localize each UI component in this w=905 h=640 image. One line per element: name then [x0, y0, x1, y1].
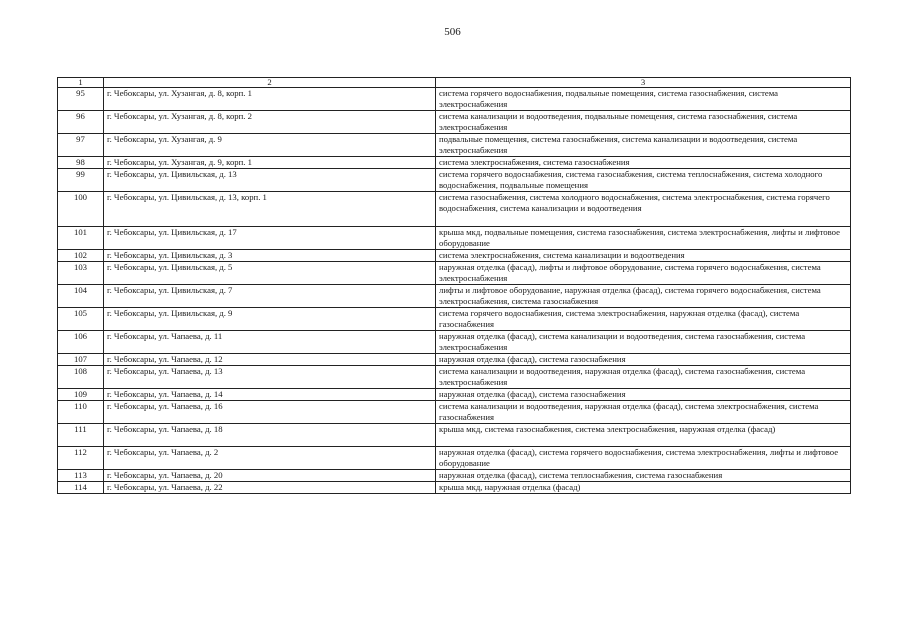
row-number: 114 [58, 482, 104, 494]
table-row [58, 169, 851, 192]
page-number: 506 [444, 26, 461, 38]
row-address: г. Чебоксары, ул. Хузангая, д. 8, корп. 1 [104, 88, 436, 111]
row-systems: крыша мкд, подвальные помещения, система газоснабжения, система электроснабжения, лифты и лифтовое оборудование [436, 227, 851, 250]
row-address: г. Чебоксары, ул. Чапаева, д. 14 [104, 389, 436, 401]
row-number: 108 [58, 366, 104, 389]
row-number: 110 [58, 401, 104, 424]
row-number: 112 [58, 447, 104, 470]
table-row [58, 470, 851, 482]
row-number: 104 [58, 285, 104, 308]
table-row [58, 389, 851, 401]
row-address: г. Чебоксары, ул. Чапаева, д. 18 [104, 424, 436, 447]
row-number: 106 [58, 331, 104, 354]
table-row [58, 262, 851, 285]
row-address: г. Чебоксары, ул. Чапаева, д. 16 [104, 401, 436, 424]
table-row [58, 285, 851, 308]
row-address: г. Чебоксары, ул. Цивильская, д. 7 [104, 285, 436, 308]
row-number: 98 [58, 157, 104, 169]
table-row [58, 157, 851, 169]
row-systems: наружная отделка (фасад), система горячего водоснабжения, система электроснабжения, лифты и лифтовое оборудование [436, 447, 851, 470]
row-systems: наружная отделка (фасад), система газоснабжения [436, 389, 851, 401]
row-number: 105 [58, 308, 104, 331]
row-number: 95 [58, 88, 104, 111]
table-row [58, 482, 851, 494]
row-number: 113 [58, 470, 104, 482]
row-address: г. Чебоксары, ул. Чапаева, д. 2 [104, 447, 436, 470]
row-systems: лифты и лифтовое оборудование, наружная отделка (фасад), система горячего водоснабжения, система электроснабжения, система газоснабжения [436, 285, 851, 308]
row-systems: наружная отделка (фасад), система теплоснабжения, система газоснабжения [436, 470, 851, 482]
row-systems: крыша мкд, система газоснабжения, система электроснабжения, наружная отделка (фасад) [436, 424, 851, 447]
row-systems: система канализации и водоотведения, подвальные помещения, система газоснабжения, система электроснабжения [436, 111, 851, 134]
table-header-row [58, 78, 851, 88]
row-number: 97 [58, 134, 104, 157]
row-systems: система горячего водоснабжения, система газоснабжения, система теплоснабжения, система холодного водоснабжения, подвальные помещения [436, 169, 851, 192]
table-row [58, 134, 851, 157]
row-address: г. Чебоксары, ул. Цивильская, д. 5 [104, 262, 436, 285]
row-systems: система горячего водоснабжения, подвальные помещения, система газоснабжения, система электроснабжения [436, 88, 851, 111]
row-systems: крыша мкд, наружная отделка (фасад) [436, 482, 851, 494]
table-row [58, 111, 851, 134]
row-number: 109 [58, 389, 104, 401]
table-row [58, 366, 851, 389]
row-number: 107 [58, 354, 104, 366]
column-header-systems: 3 [436, 78, 851, 88]
table-row [58, 88, 851, 111]
row-systems: система канализации и водоотведения, наружная отделка (фасад), система электроснабжения, система газоснабжения [436, 401, 851, 424]
row-number: 99 [58, 169, 104, 192]
row-address: г. Чебоксары, ул. Чапаева, д. 11 [104, 331, 436, 354]
row-address: г. Чебоксары, ул. Цивильская, д. 3 [104, 250, 436, 262]
table-row [58, 308, 851, 331]
table-row [58, 401, 851, 424]
row-address: г. Чебоксары, ул. Чапаева, д. 22 [104, 482, 436, 494]
row-systems: подвальные помещения, система газоснабжения, система канализации и водоотведения, система электроснабжения [436, 134, 851, 157]
row-address: г. Чебоксары, ул. Цивильская, д. 17 [104, 227, 436, 250]
row-number: 100 [58, 192, 104, 227]
row-systems: наружная отделка (фасад), лифты и лифтовое оборудование, система горячего водоснабжения, система электроснабжения [436, 262, 851, 285]
row-address: г. Чебоксары, ул. Чапаева, д. 20 [104, 470, 436, 482]
row-systems: система горячего водоснабжения, система электроснабжения, наружная отделка (фасад), система газоснабжения [436, 308, 851, 331]
row-address: г. Чебоксары, ул. Чапаева, д. 13 [104, 366, 436, 389]
table-row [58, 250, 851, 262]
table-row [58, 354, 851, 366]
row-systems: система газоснабжения, система холодного водоснабжения, система электроснабжения, система горячего водоснабжения, система канализации и водоотведения [436, 192, 851, 227]
row-number: 101 [58, 227, 104, 250]
table-row [58, 447, 851, 470]
column-header-address: 2 [104, 78, 436, 88]
row-systems: система электроснабжения, система газоснабжения [436, 157, 851, 169]
table-row [58, 192, 851, 227]
table-row [58, 227, 851, 250]
row-address: г. Чебоксары, ул. Цивильская, д. 9 [104, 308, 436, 331]
column-header-number: 1 [58, 78, 104, 88]
row-address: г. Чебоксары, ул. Хузангая, д. 9 [104, 134, 436, 157]
row-number: 96 [58, 111, 104, 134]
row-address: г. Чебоксары, ул. Цивильская, д. 13, корп. 1 [104, 192, 436, 227]
row-number: 103 [58, 262, 104, 285]
buildings-table [57, 77, 851, 494]
table-row [58, 424, 851, 447]
row-number: 111 [58, 424, 104, 447]
row-address: г. Чебоксары, ул. Хузангая, д. 9, корп. 1 [104, 157, 436, 169]
row-systems: наружная отделка (фасад), система канализации и водоотведения, система газоснабжения, система электроснабжения [436, 331, 851, 354]
row-address: г. Чебоксары, ул. Цивильская, д. 13 [104, 169, 436, 192]
row-systems: система электроснабжения, система канализации и водоотведения [436, 250, 851, 262]
table-row [58, 331, 851, 354]
row-address: г. Чебоксары, ул. Хузангая, д. 8, корп. 2 [104, 111, 436, 134]
row-number: 102 [58, 250, 104, 262]
row-systems: система канализации и водоотведения, наружная отделка (фасад), система газоснабжения, система электроснабжения [436, 366, 851, 389]
row-address: г. Чебоксары, ул. Чапаева, д. 12 [104, 354, 436, 366]
row-systems: наружная отделка (фасад), система газоснабжения [436, 354, 851, 366]
